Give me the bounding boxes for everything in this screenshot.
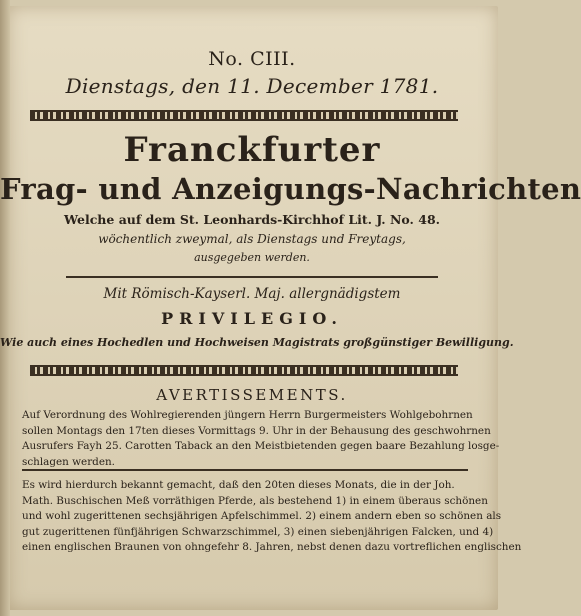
paragraph-line: und wohl zugerittenen sechsjährigen Apfelschimmel. 2) einem andern eben so schönen als <box>22 510 502 522</box>
paragraph-line: gut zugerittenen fünfjährigen Schwarzschimmel, 3) einen siebenjährigen Falcken, und 4) <box>22 525 494 538</box>
paragraph-line: einen englischen Braunen von ohngefehr 8. Jahren, nebst denen dazu vortreflichen englischen <box>22 541 522 553</box>
advertisement-paragraph-1 <box>22 408 500 470</box>
advertisement-paragraph-2 <box>22 478 522 556</box>
masthead-subtitle-line3: ausgegeben werden. <box>194 251 310 264</box>
paragraph-line: Ausrufers Fayh 25. Carotten Taback an den Meistbietenden gegen baare Bezahlung losge- <box>22 440 500 452</box>
ornamental-rule-top <box>30 110 458 121</box>
paragraph-line: Math. Buschischen Meß vorräthigen Pferde, als bestehend 1) in einem überaus schönen <box>22 494 488 507</box>
issue-number: No. CIII. <box>208 48 296 70</box>
masthead-subtitle-line1: Welche auf dem St. Leonhards-Kirchhof Lit. J. No. 48. <box>63 212 441 227</box>
paragraph-line: Auf Verordnung des Wohlregierenden jüngern Herrn Burgermeisters Wohlgebohrnen <box>22 409 473 421</box>
divider-rule <box>66 276 438 278</box>
ornamental-rule-bottom <box>30 365 458 376</box>
paragraph-line: sollen Montags den 17ten dieses Vormittags 9. Uhr in der Behausung des geschwohrnen <box>22 424 491 437</box>
paragraph-line: Es wird hierdurch bekannt gemacht, daß den 20ten dieses Monats, die in der Joh. <box>22 479 455 491</box>
privilege-line3: Wie auch eines Hochedlen und Hochweisen Magistrats großgünstiger Bewilligung. <box>0 336 514 349</box>
masthead-title-line1: Franckfurter <box>123 130 381 170</box>
paragraph-line: schlagen werden. <box>22 455 115 468</box>
paragraph-divider <box>22 469 468 471</box>
masthead-title-line2: Frag- und Anzeigungs-Nachrichten <box>0 172 581 206</box>
privilege-heading: PRIVILEGIO. <box>161 309 343 328</box>
privilege-line1: Mit Römisch-Kayserl. Maj. allergnädigstem <box>103 286 401 302</box>
issue-date: Dienstags, den 11. December 1781. <box>65 74 439 98</box>
masthead-subtitle-line2: wöchentlich zweymal, als Dienstags und Freytags, <box>98 232 406 246</box>
section-heading: AVERTISSEMENTS. <box>156 386 348 404</box>
